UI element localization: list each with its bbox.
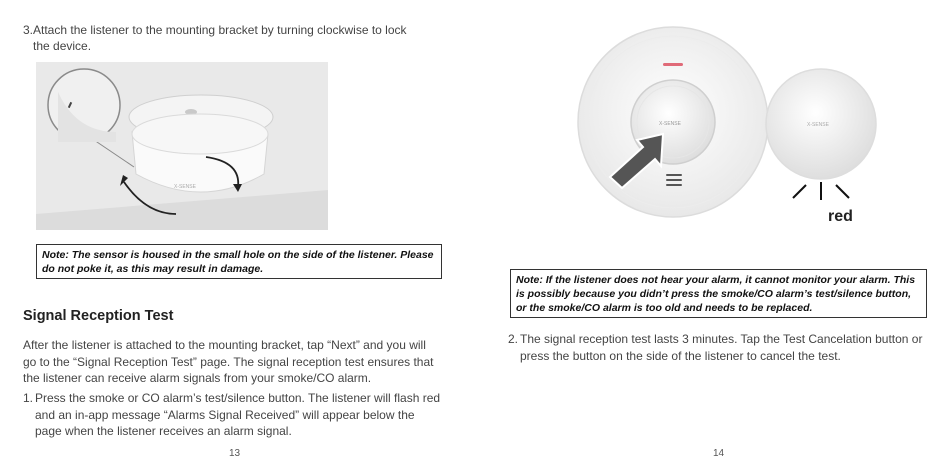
- section-title: Signal Reception Test: [23, 308, 174, 324]
- alarm-logo: X-SENSE: [659, 121, 681, 127]
- step-2: [508, 331, 938, 364]
- page-number-left: 13: [229, 448, 241, 459]
- step-3-number: 3.: [23, 23, 34, 37]
- flash-color-label: red: [828, 208, 853, 225]
- step-3-text: Attach the listener to the mounting bracket by turning clockwise to lock the device.: [33, 23, 407, 53]
- device-logo: X-SENSE: [174, 184, 196, 190]
- speaker-grille-icon: [666, 174, 682, 186]
- step-1-number: 1.: [23, 391, 34, 405]
- mounting-photo: [36, 62, 328, 230]
- page-number-right: 14: [713, 448, 725, 459]
- step-2-text: The signal reception test lasts 3 minutes. Tap the Test Cancelation button or press the button on the side of the listener to cancel the test.: [520, 332, 923, 363]
- step-1-text: Press the smoke or CO alarm’s test/silence button. The listener will flash red and an in-app message “Alarms Signal Received” will appear below the page when the listener receives an alarm signal.: [35, 391, 441, 438]
- note-alarm: Note: If the listener does not hear your alarm, it cannot monitor your alarm. This is possibly because you didn’t press the smoke/CO alarm’s test/silence button, or the smoke/CO alarm is too old and needs to be replaced.: [510, 269, 927, 318]
- step-1: [23, 390, 441, 440]
- note-sensor: Note: The sensor is housed in the small hole on the side of the listener. Please do not poke it, as this may result in damage.: [36, 244, 442, 279]
- listener-logo: X-SENSE: [807, 122, 829, 128]
- intro-paragraph: After the listener is attached to the mounting bracket, tap “Next” and you will go to the “Signal Reception Test” page. The signal reception test ensures that the listener can receive alarm signals from your smoke/CO alarm.: [23, 338, 434, 385]
- mounting-illustration: [36, 62, 328, 230]
- flash-rays-icon: [793, 182, 849, 200]
- step-2-number: 2.: [508, 332, 519, 346]
- step-3: [23, 22, 423, 54]
- right-page: [475, 0, 950, 467]
- alarm-indicator-light: [663, 63, 683, 66]
